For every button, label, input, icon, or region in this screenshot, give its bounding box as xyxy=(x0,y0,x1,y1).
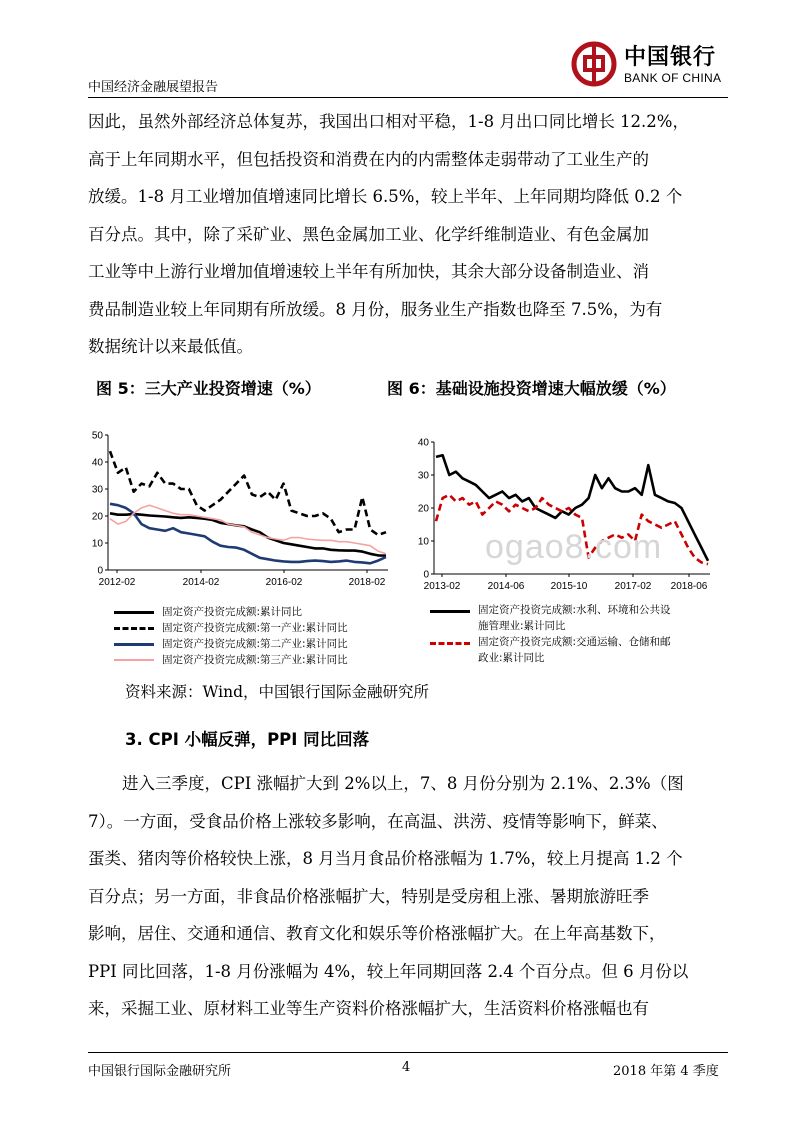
legend-label: 固定资产投资完成额:交通运输、仓储和邮 xyxy=(478,636,671,648)
y-tick-label: 0 xyxy=(423,569,429,581)
text-line: 来，采掘工业、原材料工业等生产资料价格涨幅扩大，生活资料价格涨幅也有 xyxy=(88,999,649,1018)
x-tick-label: 2018-06 xyxy=(670,581,708,592)
report-title: 中国经济金融展望报告 xyxy=(88,80,219,95)
x-tick-label: 2013-02 xyxy=(423,581,461,592)
chart-three-industries-investment xyxy=(84,425,394,600)
text-line: 放缓。1-8 月工业增加值增速同比增长 6.5%，较上半年、上年同期均降低 0.2 个 xyxy=(88,187,683,206)
legend-label: 固定资产投资完成额:累计同比 xyxy=(162,606,303,618)
legend-item xyxy=(114,604,302,619)
x-tick-label: 2014-02 xyxy=(182,577,220,588)
page-number: 4 xyxy=(402,1060,411,1075)
legend-swatch xyxy=(114,643,154,646)
y-tick-label: 20 xyxy=(417,503,429,515)
legend-label-cont: 施管理业:累计同比 xyxy=(478,620,566,632)
figure-5-legend xyxy=(114,604,384,668)
text-line: 进入三季度，CPI 涨幅扩大到 2%以上，7、8 月份分别为 2.1%、2.3%（图 xyxy=(122,774,684,793)
text-line: 高于上年同期水平，但包括投资和消费在内的内需整体走弱带动了工业生产的 xyxy=(88,149,649,169)
y-tick-label: 40 xyxy=(91,457,103,469)
y-tick-label: 20 xyxy=(91,511,103,523)
figure-5-title: 图 5：三大产业投资增速（%） xyxy=(96,379,321,398)
bank-logo xyxy=(568,38,730,92)
y-tick-label: 50 xyxy=(91,430,103,442)
legend-item xyxy=(114,652,348,667)
legend-swatch xyxy=(114,611,154,614)
legend-swatch xyxy=(430,610,470,613)
legend-swatch xyxy=(430,642,470,645)
x-tick-label: 2014-06 xyxy=(487,581,525,592)
chart-infrastructure-investment xyxy=(406,425,726,600)
text-line: 百分点；另一方面，非食品价格涨幅扩大，特别是受房租上涨、暑期旅游旺季 xyxy=(88,886,649,906)
y-tick-label: 40 xyxy=(417,437,429,449)
section-title: 3. CPI 小幅反弹，PPI 同比回落 xyxy=(125,730,370,749)
text-line: 费品制造业较上年同期有所放缓。8 月份，服务业生产指数也降至 7.5%，为有 xyxy=(88,299,663,319)
x-tick-label: 2015-10 xyxy=(550,581,588,592)
header-divider xyxy=(88,97,728,98)
footer-institute: 中国银行国际金融研究所 xyxy=(88,1064,232,1079)
legend-swatch xyxy=(114,659,154,661)
legend-label: 固定资产投资完成额:第三产业:累计同比 xyxy=(162,654,348,666)
text-line: 百分点。其中，除了采矿业、黑色金属加工业、化学纤维制造业、有色金属加 xyxy=(88,224,649,244)
watermark: ogao8.com xyxy=(485,528,663,566)
legend-label: 固定资产投资完成额:水利、环境和公共设 xyxy=(478,604,671,616)
footer-divider xyxy=(88,1052,728,1053)
legend-swatch xyxy=(114,627,154,630)
text-line: 工业等中上游行业增加值增速较上半年有所加快，其余大部分设备制造业、消 xyxy=(88,262,649,281)
y-tick-label: 10 xyxy=(417,536,429,548)
footer-quarter: 2018 年第 4 季度 xyxy=(613,1064,719,1079)
legend-label: 固定资产投资完成额:第一产业:累计同比 xyxy=(162,622,348,634)
y-tick-label: 30 xyxy=(417,470,429,482)
figure-source: 资料来源：Wind，中国银行国际金融研究所 xyxy=(125,683,430,701)
series-line xyxy=(110,513,386,555)
text-line: 因此，虽然外部经济总体复苏，我国出口相对平稳，1-8 月出口同比增长 12.2%， xyxy=(88,112,689,131)
y-tick-label: 0 xyxy=(97,565,103,577)
series-line xyxy=(110,504,386,564)
text-line: 7）。一方面，受食品价格上涨较多影响，在高温、洪涝、疫情等影响下，鲜菜、 xyxy=(88,811,668,831)
series-line xyxy=(110,451,386,535)
x-tick-label: 2016-02 xyxy=(265,577,303,588)
figure-6-legend xyxy=(430,602,730,666)
x-tick-label: 2018-02 xyxy=(348,577,386,588)
legend-label-cont: 政业:累计同比 xyxy=(478,652,545,664)
x-tick-label: 2012-02 xyxy=(98,577,136,588)
text-line: PPI 同比回落，1-8 月份涨幅为 4%，较上年同期回落 2.4 个百分点。但 6 月份以 xyxy=(88,961,689,981)
text-line: 蛋类、猪肉等价格较快上涨，8 月当月食品价格涨幅为 1.7%，较上月提高 1.2 个 xyxy=(88,849,683,868)
y-tick-label: 10 xyxy=(91,538,103,550)
legend-label: 固定资产投资完成额:第二产业:累计同比 xyxy=(162,638,348,650)
x-tick-label: 2017-02 xyxy=(614,581,652,592)
y-tick-label: 30 xyxy=(91,484,103,496)
figure-6-title: 图 6：基础设施投资增速大幅放缓（%） xyxy=(387,379,676,398)
legend-item xyxy=(114,620,348,635)
logo-chinese-text: 中国银行 xyxy=(624,45,717,70)
logo-english-text: BANK OF CHINA xyxy=(624,71,722,85)
paragraph-cpi-ppi xyxy=(88,765,728,1028)
bank-of-china-emblem-icon xyxy=(570,40,618,88)
text-line: 数据统计以来最低值。 xyxy=(88,337,253,356)
paragraph-industrial-production xyxy=(88,103,728,366)
legend-item xyxy=(114,636,348,651)
text-line: 影响，居住、交通和通信、教育文化和娱乐等价格涨幅扩大。在上年高基数下， xyxy=(88,924,666,943)
